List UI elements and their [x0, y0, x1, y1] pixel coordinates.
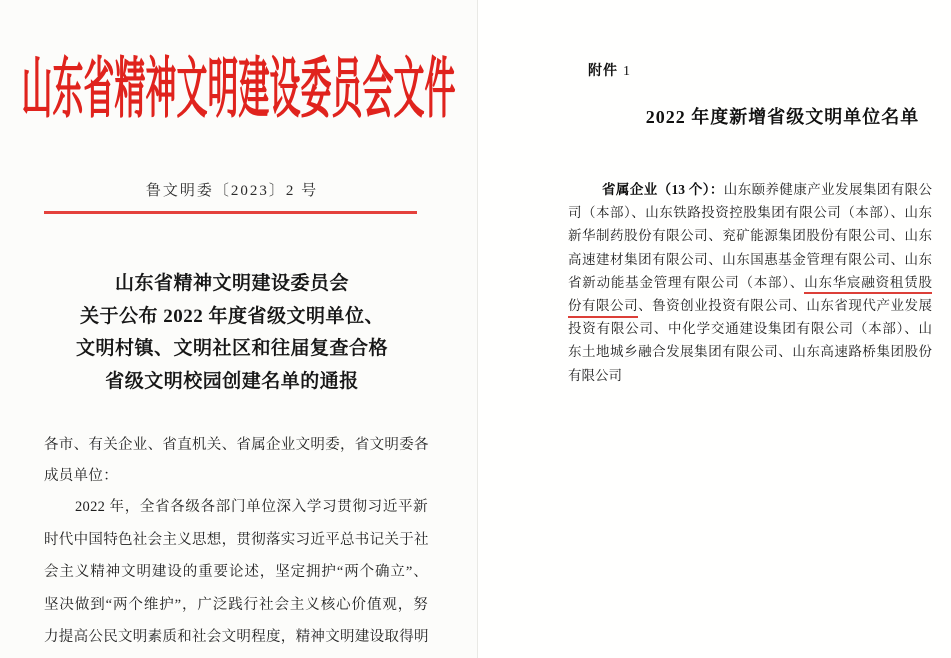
list-line-6-text: 、鲁资创业投资有限公司、山东省现代产业发展: [638, 298, 933, 314]
red-divider-line: [44, 211, 417, 214]
page-edge-divider: [477, 0, 478, 658]
body-line-4: 坚决做到“两个维护”，广泛践行社会主义核心价值观，努: [44, 596, 428, 613]
list-line-2: 司（本部）、山东铁路投资控股集团有限公司（本部）、山东: [568, 205, 932, 221]
attachment-label-text: 附件: [588, 64, 618, 79]
list-line-1-text: 山东颐养健康产业发展集团有限公: [723, 182, 933, 197]
company-list: [568, 178, 932, 387]
highlighted-company-underline: 份有限公司: [568, 298, 638, 318]
list-line-4: 高速建材集团有限公司、山东国惠基金管理有限公司、山东: [568, 251, 932, 267]
page-right-attachment: [478, 0, 951, 658]
attachment-number: 1: [623, 64, 631, 79]
salutation: [44, 430, 428, 492]
list-line-7: 投资有限公司、中化学交通建设集团有限公司（本部）、山: [568, 321, 932, 337]
list-line-8: 东土地城乡融合发展集团有限公司、山东高速路桥集团股份: [568, 344, 932, 360]
list-line-5: [568, 271, 932, 294]
notice-title-line-1: 山东省精神文明建设委员会: [114, 273, 349, 294]
body-line-3: 会主义精神文明建设的重要论述，坚定拥护“两个确立”、: [44, 564, 428, 581]
list-line-9: 有限公司: [568, 367, 622, 383]
notice-body: [44, 491, 428, 654]
list-category-label: 省属企业（13 个）：: [602, 182, 724, 197]
attachment-title: 2022 年度新增省级文明单位名单: [645, 107, 920, 127]
list-line-3: 新华制药股份有限公司、兖矿能源集团股份有限公司、山东: [568, 228, 932, 244]
red-header-title: 山东省精神文明建设委员会文件: [21, 51, 456, 126]
notice-title-line-2: 关于公布 2022 年度省级文明单位、: [79, 305, 384, 327]
salutation-line-2: 成员单位：: [44, 468, 118, 484]
body-line-5: 力提高公民文明素质和社会文明程度，精神文明建设取得明: [44, 629, 429, 646]
salutation-line-1: 各市、有关企业、省直机关、省属企业文明委，省文明委各: [44, 437, 429, 453]
list-line-5-text: 省新动能基金管理有限公司（本部）、: [568, 274, 805, 290]
notice-title-line-3: 文明村镇、文明社区和往届复查合格: [75, 338, 388, 359]
list-line-1: [568, 178, 932, 201]
body-line-2: 时代中国特色社会主义思想，贯彻落实习近平总书记关于社: [44, 531, 429, 548]
notice-title: [0, 268, 464, 398]
attachment-label: [588, 60, 631, 80]
list-line-6: [568, 294, 932, 317]
notice-title-line-4: 省级文明校园创建名单的通报: [105, 370, 359, 392]
document-number: 鲁文明委〔2023〕2 号: [145, 183, 319, 199]
body-line-1: 2022 年，全省各级各部门单位深入学习贯彻习近平新: [75, 499, 428, 515]
highlighted-company-underline: 山东华宸融资租赁股: [804, 275, 932, 295]
